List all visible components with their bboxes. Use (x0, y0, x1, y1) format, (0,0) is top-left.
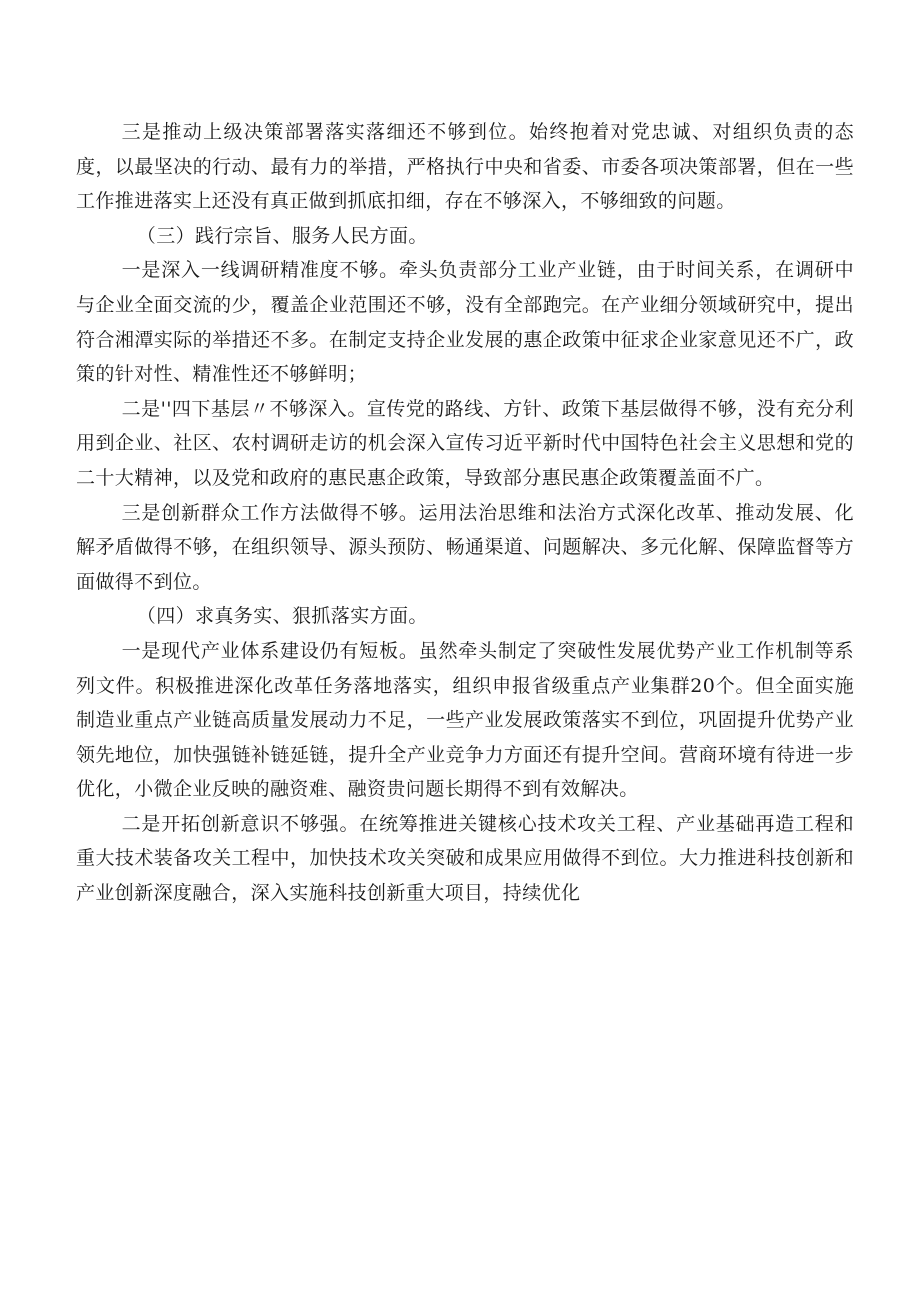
section-heading-practical-work: （四）求真务实、狠抓落实方面。 (136, 605, 428, 628)
paragraph-mass-work-methods: 三是创新群众工作方法做得不够。运用法治思维和法治方式深化改革、推动发展、化解矛盾做得不够，在组织领导、源头预防、畅通渠道、问题解决、多元化解、保障监督等方面做得不到位。 (76, 501, 854, 593)
paragraph-industrial-system: 一是现代产业体系建设仍有短板。虽然牵头制定了突破性发展优势产业工作机制等系列文件。积极推进深化改革任务落地落实，组织申报省级重点产业集群20个。但全面实施制造业重点产业链高质量发展动力不足，一些产业发展政策落实不到位，巩固提升优势产业领先地位，加快强链补链延链，提升全产业竞争力方面还有提升空间。营商环境有待进一步优化，小微企业反映的融资难、融资贵问题长期得不到有效解决。 (76, 639, 854, 801)
paragraph-decision-implementation: 三是推动上级决策部署落实落细还不够到位。始终抱着对党忠诚、对组织负责的态度，以最坚决的行动、最有力的举措，严格执行中央和省委、市委各项决策部署，但在一些工作推进落实上还没有真正做到抓底扣细，存在不够深入，不够细致的问题。 (76, 121, 854, 213)
document-body (76, 115, 854, 911)
paragraph-innovation-awareness: 二是开拓创新意识不够强。在统筹推进关键核心技术攻关工程、产业基础再造工程和重大技术装备攻关工程中，加快技术攻关突破和成果应用做得不到位。大力推进科技创新和产业创新深度融合，深入实施科技创新重大项目，持续优化 (76, 812, 854, 905)
section-heading-serve-people: （三）践行宗旨、服务人民方面。 (136, 224, 428, 247)
paragraph-four-down-grassroots: 二是''四下基层〃不够深入。宣传党的路线、方针、政策下基层做得不够，没有充分利用到企业、社区、农村调研走访的机会深入宣传习近平新时代中国特色社会主义思想和党的二十大精神，以及党和政府的惠民惠企政策，导致部分惠民惠企政策覆盖面不广。 (76, 397, 854, 489)
paragraph-research-precision: 一是深入一线调研精准度不够。牵头负责部分工业产业链，由于时间关系，在调研中与企业全面交流的少，覆盖企业范围还不够，没有全部跑完。在产业细分领域研究中，提出符合湘潭实际的举措还不多。在制定支持企业发展的惠企政策中征求企业家意见还不广，政策的针对性、精准性还不够鲜明； (76, 259, 854, 386)
